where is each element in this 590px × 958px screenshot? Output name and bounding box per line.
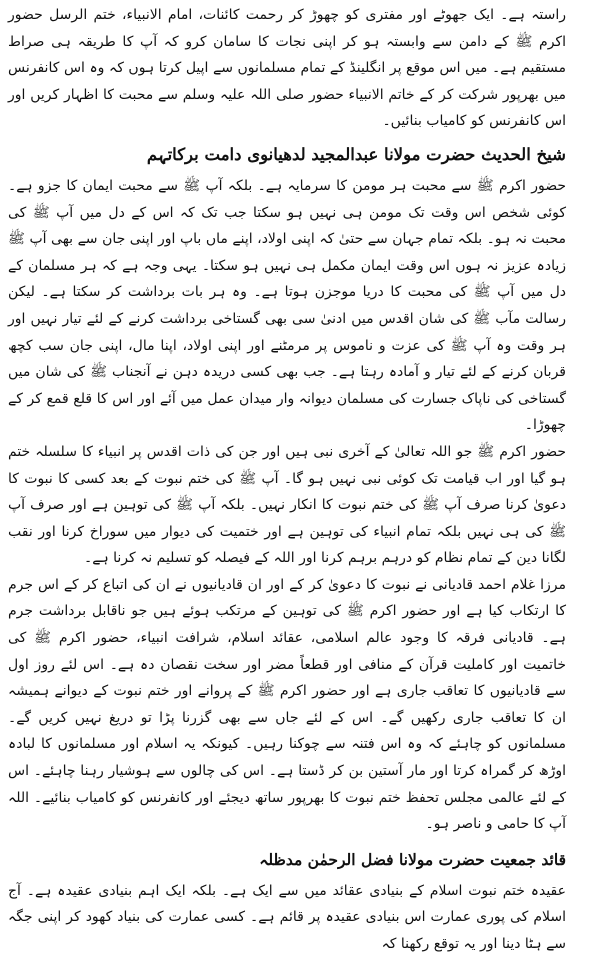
section-heading-fazlur-rehman: قائد جمعیت حضرت مولانا فضل الرحمٰن مدظلہ xyxy=(259,849,566,869)
paragraph-appeal-conclusion: راستہ ہے۔ ایک جھوٹے اور مفتری کو چھوڑ کر رحمت کائنات، امام الانبیاء، ختم الرسل حضور اکرم ﷺ کے دامن سے وابستہ ہو کر اپنی نجات کا سامان کرو کہ آپ کا طریقہ ہی صراط مستقیم ہے۔ میں اس موقع پر انگلینڈ کے تمام مسلمانوں سے اپیل کرتا ہوں کہ وہ اس کانفرنس میں بھرپور شرکت کر کے خاتم الانبیاء حضور صلی اللہ علیہ وسلم سے محبت کا اظہار کریں اور اس کانفرنس کو کامیاب بنائیں۔ xyxy=(8,7,566,130)
paragraph-core-belief: عقیدہ ختم نبوت اسلام کے بنیادی عقائد میں سے ایک ہے۔ بلکہ ایک اہم بنیادی عقیدہ ہے۔ آج اسلام کی پوری عمارت اس بنیادی عقیدہ پر قائم ہے۔ کسی عمارت کی بنیاد کھود کر اپنی جگہ سے ہٹا دینا اور یہ توقع رکھنا کہ xyxy=(8,882,566,952)
paragraph-qadiani-claim: مرزا غلام احمد قادیانی نے نبوت کا دعویٰ کر کے اور ان قادیانیوں نے ان کی اتباع کر کے اس جرم کا ارتکاب کیا ہے اور حضور اکرم ﷺ کی توہین کے مرتکب ہوئے ہیں جو ناقابل برداشت جرم ہے۔ قادیانی فرقہ کا وجود عالم اسلامی، عقائد اسلام، شرافت انبیاء، حضور اکرم ﷺ کی خاتمیت اور کاملیت قرآن کے منافی اور قطعاً مضر اور سخت نقصان دہ ہے۔ اس لئے روز اول سے قادیانیوں کا تعاقب جاری ہے اور حضور اکرم ﷺ کے پروانے اور ختم نبوت کے دیوانے ہمیشہ ان کا تعاقب جاری رکھیں گے۔ اس کے لئے جاں سے بھی گزرنا پڑا تو دریغ نہیں کریں گے۔ مسلمانوں کو چاہئے کہ وہ اس فتنہ سے چوکنا رہیں۔ کیونکہ یہ اسلام اور مسلمانوں کا لبادہ اوڑھ کر گمراہ کرتا اور مار آستین بن کر ڈستا ہے۔ اس کی چالوں سے ہوشیار رہنا چاہئے۔ اس کے لئے عالمی مجلس تحفظ ختم نبوت کا بھرپور ساتھ دیجئے اور کانفرنس کو کامیاب بنائیے۔ اللہ آپ کا حامی و ناصر ہو۔ xyxy=(8,576,566,833)
paragraph-love-of-prophet: حضور اکرم ﷺ سے محبت ہر مومن کا سرمایہ ہے۔ بلکہ آپ ﷺ سے محبت ایمان کا جزو ہے۔ کوئی شخص اس وقت تک مومن ہی نہیں ہو سکتا جب تک کہ اس کے دل میں آپ ﷺ کی محبت نہ ہو۔ بلکہ تمام جہان سے حتیٰ کہ اپنی اولاد، اپنے ماں باپ اور اپنی جان سے بھی آپ ﷺ زیادہ عزیز نہ ہوں اس وقت ایمان مکمل ہی نہیں ہو سکتا۔ یہی وجہ ہے کہ ہر مسلمان کے دل میں آپ ﷺ کی محبت کا دریا موجزن ہوتا ہے۔ وہ ہر بات برداشت کر سکتا ہے۔ لیکن رسالت مآب ﷺ کی شان اقدس میں ادنیٰ سی بھی گستاخی برداشت کرنے کے لئے تیار نہیں اور ہر وقت وہ آپ ﷺ کی عزت و ناموس پر مرمٹنے اور اپنی اولاد، اپنا مال، اپنی جان سب کچھ قربان کرنے کے لئے تیار و آمادہ رہتا ہے۔ جب بھی کسی دریدہ دہن نے آنجناب ﷺ کی شان میں گستاخی کی ناپاک جسارت کی مسلمان دیوانہ وار میدان عمل میں آئے اور اس کا قلع قمع کر کے چھوڑا۔ xyxy=(8,177,566,434)
paragraph-finality-of-prophethood: حضور اکرم ﷺ جو اللہ تعالیٰ کے آخری نبی ہیں اور جن کی ذات اقدس پر انبیاء کا سلسلہ ختم ہو گیا اور اب قیامت تک کوئی نبی نہیں ہو گا۔ آپ ﷺ کی ختم نبوت کے بعد کسی کا نبوت کا دعویٰ کرنا صرف آپ ﷺ کی ختم نبوت کا انکار نہیں۔ بلکہ آپ ﷺ کی توہین ہے اور صرف آپ ﷺ کی ہی نہیں بلکہ تمام انبیاء کی توہین ہے اور ختمیت کی دیوار میں سوراخ کرنا اور نقب لگانا دین کے تمام نظام کو درہم برہم کرنا اور اللہ کے فیصلہ کو تسلیم نہ کرنا ہے۔ xyxy=(8,443,566,567)
section-heading-ludhianvi: شیخ الحدیث حضرت مولانا عبدالمجید لدھیانوی دامت برکاتہم xyxy=(146,144,566,164)
